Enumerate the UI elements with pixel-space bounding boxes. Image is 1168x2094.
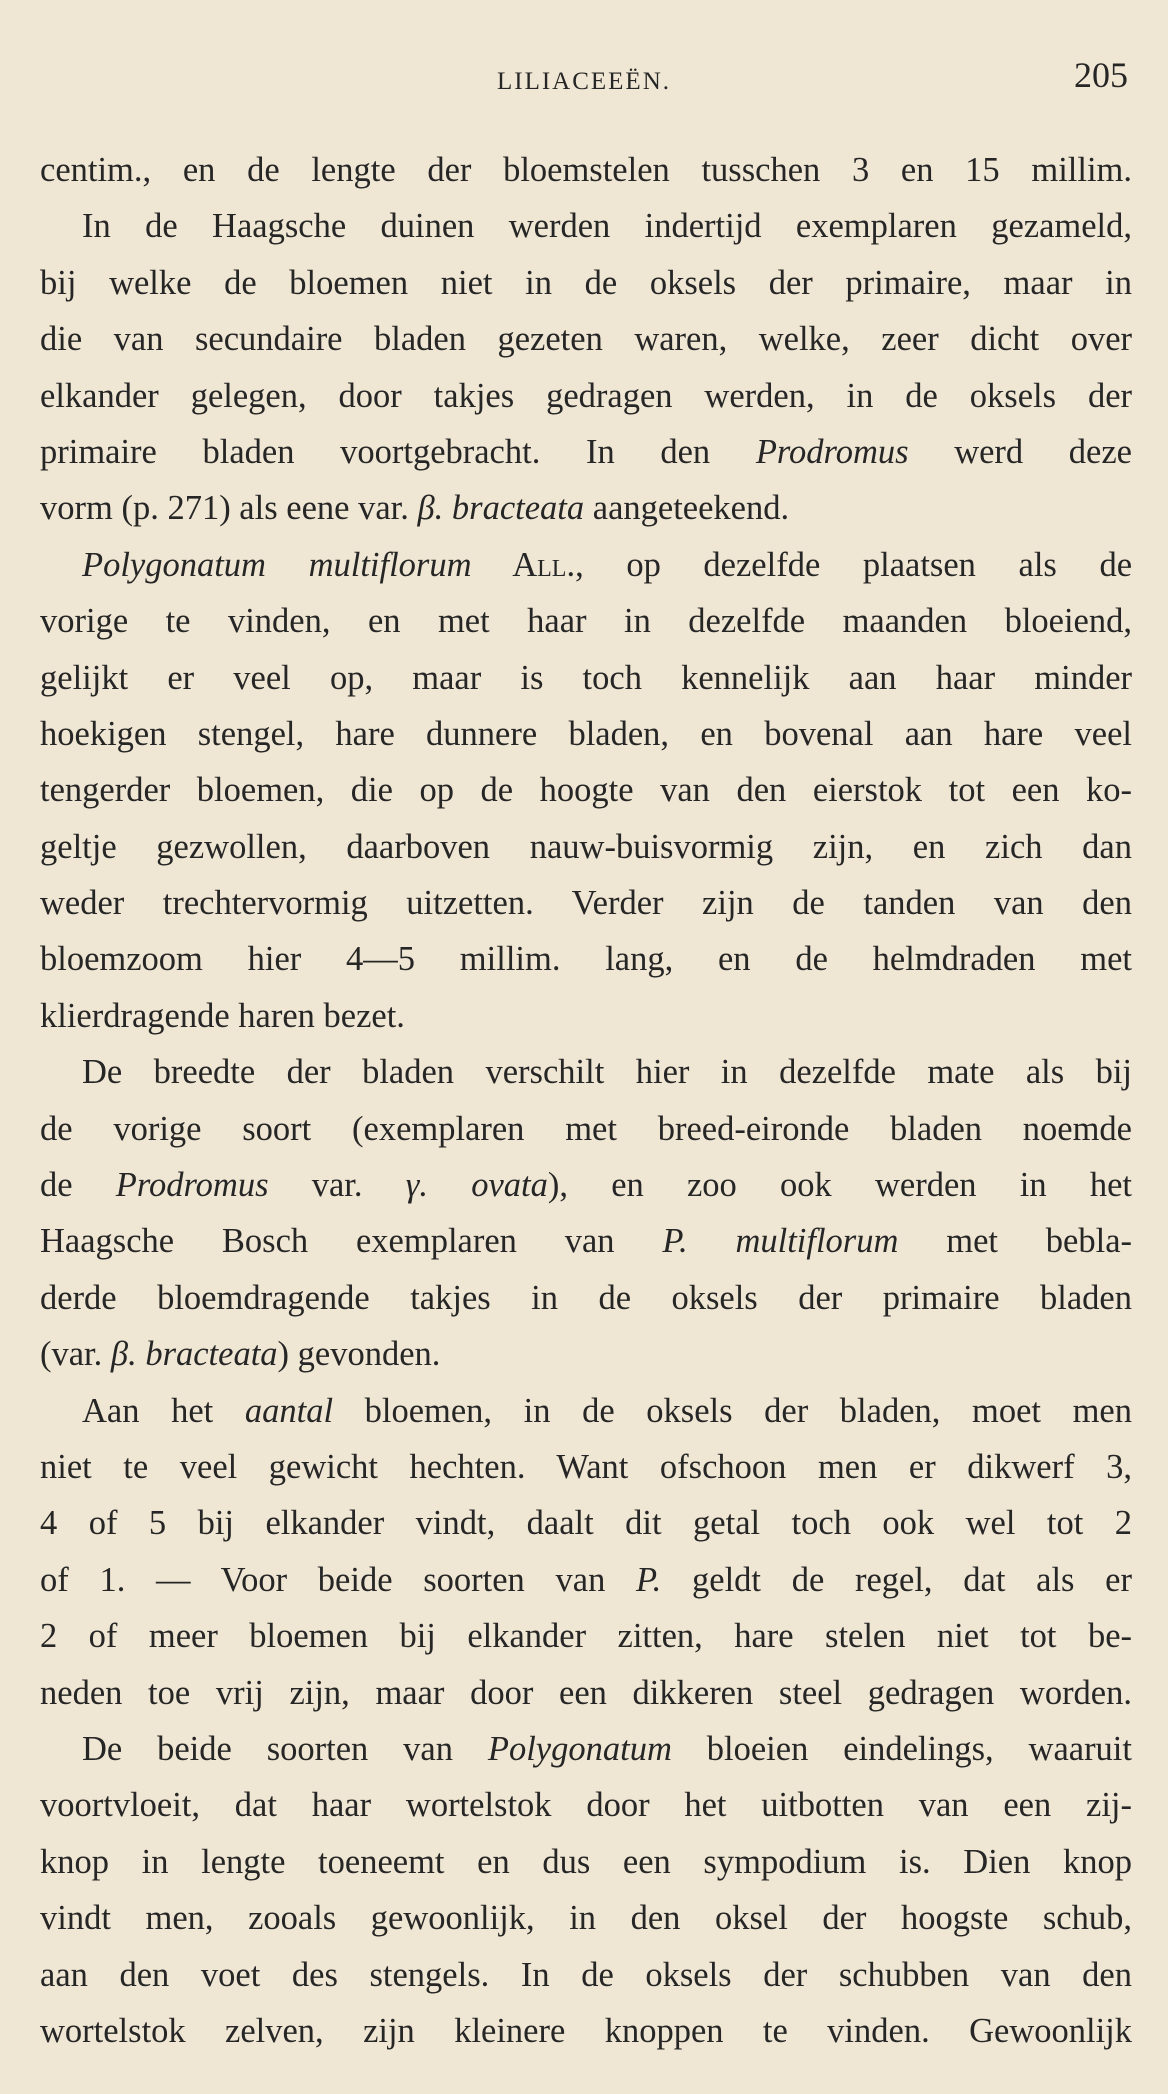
- text-line: Haagsche Bosch exemplaren van P. multiflorum met bebla-: [40, 1222, 1132, 1261]
- text-line: weder trechtervormig uitzetten. Verder zijn de tanden van den: [40, 884, 1132, 923]
- text-line: wortelstok zelven, zijn kleinere knoppen te vinden. Gewoonlijk: [40, 2011, 1132, 2050]
- text-line: 4 of 5 bij elkander vindt, daalt dit getal toch ook wel tot 2: [40, 1504, 1132, 1543]
- text-line: niet te veel gewicht hechten. Want ofschoon men er dikwerf 3,: [40, 1447, 1132, 1486]
- italic-term: Prodromus: [755, 432, 909, 471]
- italic-term: aantal: [244, 1391, 334, 1430]
- text-line: De breedte der bladen verschilt hier in dezelfde mate als bij: [82, 1053, 1132, 1092]
- text-line: De beide soorten van Polygonatum bloeien eindelings, waaruit: [82, 1729, 1132, 1768]
- species-name: Polygonatum multiflorum: [82, 545, 472, 584]
- text-line: voortvloeit, dat haar wortelstok door het uitbotten van een zij-: [40, 1786, 1132, 1825]
- italic-term: P.: [636, 1560, 662, 1599]
- italic-term: β. bracteata: [110, 1335, 278, 1374]
- text-line: bij welke de bloemen niet in de oksels der primaire, maar in: [40, 263, 1132, 302]
- text-line: klierdragende haren bezet.: [40, 996, 405, 1035]
- text-line: 2 of meer bloemen bij elkander zitten, hare stelen niet tot be-: [40, 1617, 1132, 1656]
- text-line: of 1. — Voor beide soorten van P. geldt de regel, dat als er: [40, 1560, 1132, 1599]
- italic-term: β. bracteata: [417, 489, 585, 528]
- text-line: Aan het aantal bloemen, in de oksels der bladen, moet men: [82, 1391, 1132, 1430]
- text-line: vorige te vinden, en met haar in dezelfde maanden bloeiend,: [40, 602, 1132, 641]
- text-line: bloemzoom hier 4—5 millim. lang, en de helmdraden met: [40, 940, 1132, 979]
- text-line: de vorige soort (exemplaren met breed-eironde bladen noemde: [40, 1109, 1132, 1148]
- page-number: 205: [1074, 55, 1128, 95]
- text-line: aan den voet des stengels. In de oksels der schubben van den: [40, 1955, 1132, 1994]
- text-line: primaire bladen voortgebracht. In den Prodromus werd deze: [40, 432, 1132, 471]
- text-line: centim., en de lengte der bloemstelen tusschen 3 en 15 millim.: [40, 151, 1132, 189]
- italic-term: P. multiflorum: [662, 1222, 899, 1261]
- text-line: hoekigen stengel, hare dunnere bladen, en bovenal aan hare veel: [40, 714, 1132, 753]
- text-line: Polygonatum multiflorum All., op dezelfde plaatsen als de: [82, 545, 1133, 584]
- text-line: de Prodromus var. γ. ovata), en zoo ook werden in het: [40, 1166, 1132, 1205]
- text-line: die van secundaire bladen gezeten waren, welke, zeer dicht over: [40, 320, 1132, 359]
- italic-term: Prodromus: [115, 1166, 269, 1205]
- running-title: LILIACEEËN.: [496, 68, 672, 95]
- text-line: (var. β. bracteata) gevonden.: [40, 1335, 441, 1374]
- text-line: vindt men, zooals gewoonlijk, in den oksel der hoogste schub,: [40, 1899, 1132, 1938]
- text-line: In de Haagsche duinen werden indertijd exemplaren gezameld,: [82, 207, 1132, 246]
- author-abbreviation: All.: [471, 545, 576, 584]
- text-line: tengerder bloemen, die op de hoogte van den eierstok tot een ko-: [40, 771, 1132, 810]
- text-line: neden toe vrij zijn, maar door een dikkeren steel gedragen worden.: [40, 1673, 1132, 1712]
- text-line: knop in lengte toeneemt en dus een sympodium is. Dien knop: [40, 1842, 1132, 1881]
- italic-term: γ. ovata: [405, 1166, 548, 1205]
- text-line: elkander gelegen, door takjes gedragen werden, in de oksels der: [40, 376, 1132, 415]
- text-line: geltje gezwollen, daarboven nauw-buisvormig zijn, en zich dan: [40, 827, 1132, 866]
- page-header: [40, 48, 1128, 108]
- text-line: derde bloemdragende takjes in de oksels der primaire bladen: [40, 1278, 1132, 1317]
- text-line: vorm (p. 271) als eene var. β. bracteata aangeteekend.: [40, 489, 790, 528]
- body-text: [40, 142, 1132, 2059]
- italic-term: Polygonatum: [487, 1729, 672, 1768]
- text-line: gelijkt er veel op, maar is toch kennelijk aan haar minder: [40, 658, 1132, 697]
